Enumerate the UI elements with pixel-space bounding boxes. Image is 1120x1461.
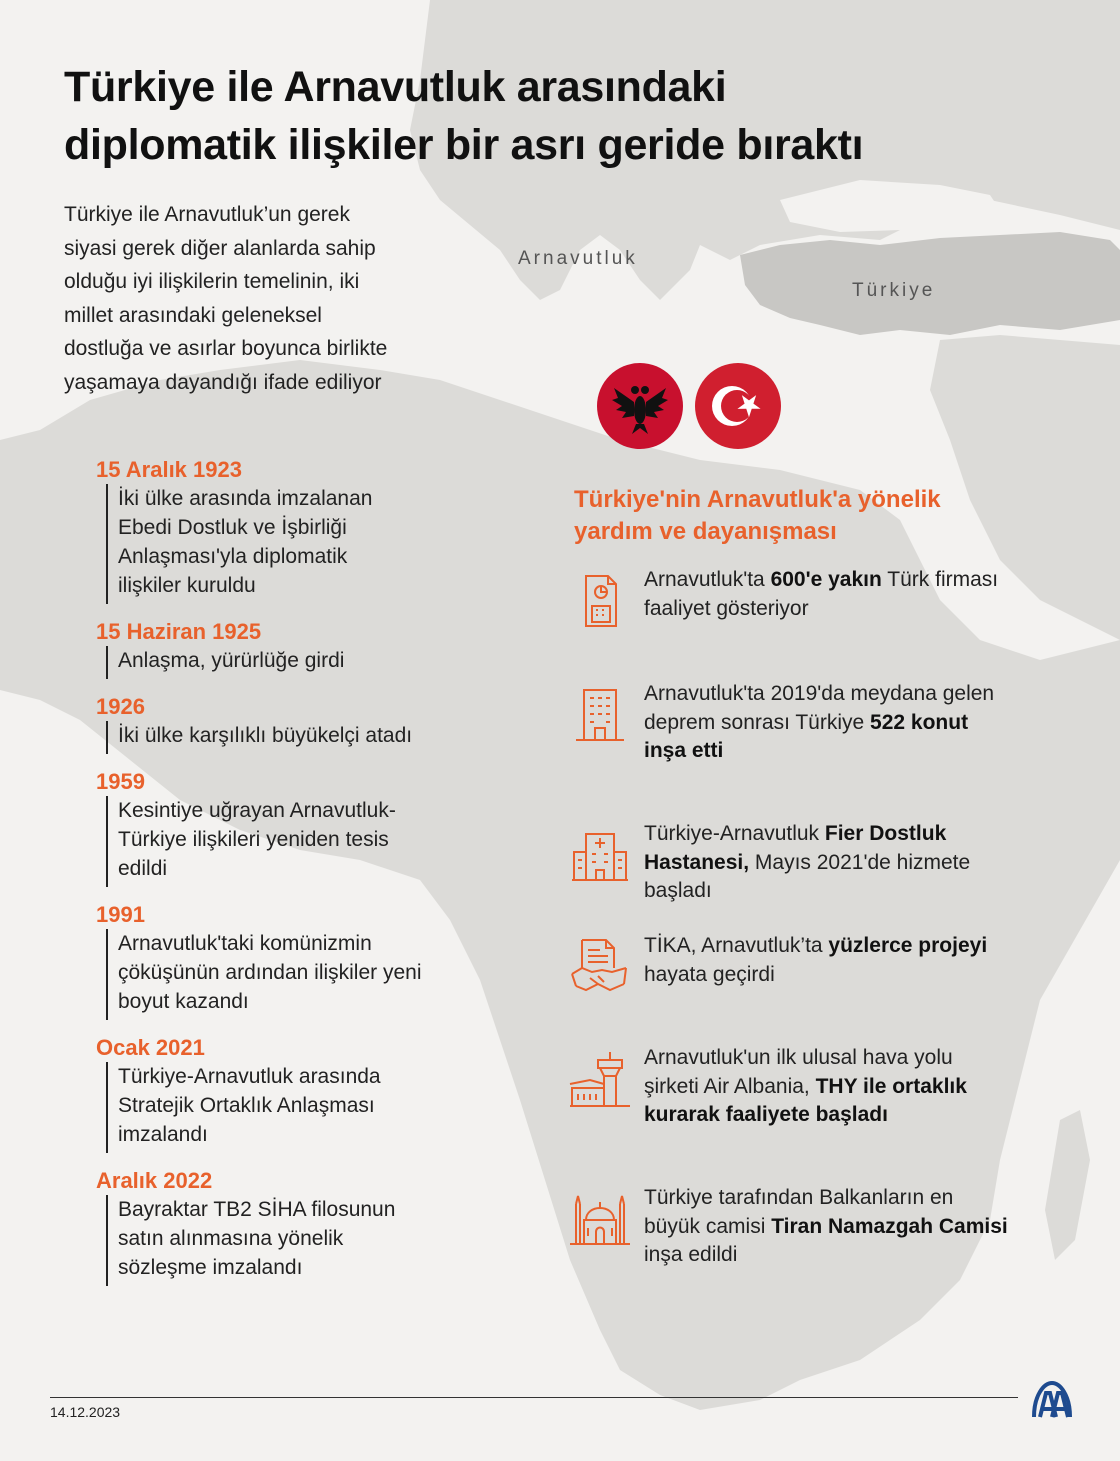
title-line-2: diplomatik ilişkiler bir asrı geride bıraktı <box>64 121 864 169</box>
aa-logo <box>1030 1379 1074 1419</box>
aid-item-tika <box>568 932 1008 989</box>
timeline-text: İki ülke karşılıklı büyükelçi atadı <box>106 721 476 754</box>
timeline-item <box>96 901 476 1020</box>
aid-text: TİKA, Arnavutluk’ta yüzlerce projeyi hayata geçirdi <box>644 934 988 986</box>
aid-item-hospital <box>568 820 1008 906</box>
aid-text: Arnavutluk'ta 2019'da meydana gelen deprem sonrası Türkiye 522 konut inşa etti <box>644 682 995 762</box>
map-label-albania: Arnavutluk <box>518 248 638 269</box>
handshake-document-icon <box>568 934 632 998</box>
footer-date: 14.12.2023 <box>50 1404 121 1420</box>
timeline-date: 1926 <box>96 694 145 719</box>
timeline-text: Bayraktar TB2 SİHA filosunun satın alınmasına yönelik sözleşme imzalandı <box>106 1195 436 1286</box>
title-line-1: Türkiye ile Arnavutluk arasındaki <box>64 63 727 111</box>
page-title <box>64 58 1044 174</box>
timeline-item <box>96 456 476 604</box>
aid-item-companies <box>568 566 1008 623</box>
company-document-icon <box>568 568 632 632</box>
timeline <box>96 456 476 1300</box>
timeline-date: 1959 <box>96 769 145 794</box>
albania-flag <box>596 362 684 450</box>
footer-divider <box>50 1397 1018 1398</box>
aid-text: Türkiye tarafından Balkanların en büyük camisi Tiran Namazgah Camisi inşa edildi <box>644 1186 1008 1266</box>
mosque-icon <box>568 1186 632 1250</box>
timeline-item <box>96 1034 476 1153</box>
timeline-date: 15 Haziran 1925 <box>96 619 262 644</box>
intro-paragraph: Türkiye ile Arnavutluk’un gerek siyasi gerek diğer alanlarda sahip olduğu iyi ilişkilerin temelinin, iki millet arasındaki geleneksel dostluğa ve asırlar boyunca birlikte yaşamaya dayandığı ifade ediliyor <box>64 203 388 394</box>
timeline-text: Türkiye-Arnavutluk arasında Stratejik Ortaklık Anlaşması imzalandı <box>106 1062 416 1153</box>
timeline-item <box>96 768 476 887</box>
timeline-date: 1991 <box>96 902 145 927</box>
aid-item-housing <box>568 680 1008 766</box>
aid-text: Arnavutluk'ta 600'e yakın Türk firması faaliyet gösteriyor <box>644 568 999 620</box>
timeline-item <box>96 1167 476 1286</box>
turkey-flag <box>694 362 782 450</box>
apartment-building-icon <box>568 682 632 746</box>
timeline-item <box>96 693 476 754</box>
aid-section-title: Türkiye'nin Arnavutluk'a yönelik yardım ve dayanışması <box>574 486 941 545</box>
airport-tower-icon <box>568 1046 632 1110</box>
aid-text: Türkiye-Arnavutluk Fier Dostluk Hastanesi, Mayıs 2021'de hizmete başladı <box>644 822 971 902</box>
timeline-text: Anlaşma, yürürlüğe girdi <box>106 646 476 679</box>
aid-item-air-albania <box>568 1044 1008 1130</box>
timeline-item <box>96 618 476 679</box>
hospital-building-icon <box>568 822 632 886</box>
timeline-text: Kesintiye uğrayan Arnavutluk-Türkiye ilişkileri yeniden tesis edildi <box>106 796 406 887</box>
timeline-text: Arnavutluk'taki komünizmin çöküşünün ardından ilişkiler yeni boyut kazandı <box>106 929 426 1020</box>
map-label-turkey: Türkiye <box>852 280 936 301</box>
timeline-date: Ocak 2021 <box>96 1035 205 1060</box>
aid-item-mosque <box>568 1184 1008 1270</box>
timeline-date: 15 Aralık 1923 <box>96 457 242 482</box>
timeline-text: İki ülke arasında imzalanan Ebedi Dostluk ve İşbirliği Anlaşması'yla diplomatik ilişkiler kuruldu <box>106 484 416 604</box>
timeline-date: Aralık 2022 <box>96 1168 213 1193</box>
aid-text: Arnavutluk'un ilk ulusal hava yolu şirketi Air Albania, THY ile ortaklık kurarak faaliyete başladı <box>644 1046 967 1126</box>
